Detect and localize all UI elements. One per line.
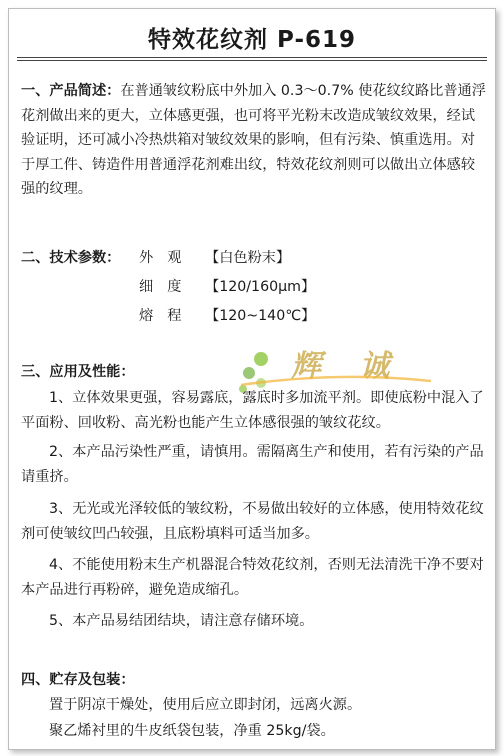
spec-value: 【120/160μm】	[205, 279, 316, 295]
title-divider-secondary	[17, 60, 487, 61]
section-heading: 二、技术参数：	[21, 250, 121, 266]
document-title: 特效花纹剂 P-619	[147, 27, 357, 53]
list-item: 1、立体效果更强，容易露底，露底时多加流平剂。即使底粉中混入了平面粉、回收粉、高光粉也能产生立体感很强的皱纹花纹。	[21, 390, 484, 431]
title-divider	[17, 57, 487, 58]
list-item: 3、无光或光泽较低的皱纹粉，不易做出较好的立体感，使用特效花纹剂可使皱纹凹凸较强，且底粉填料可适当加多。	[21, 501, 484, 542]
spec-label: 细度	[139, 279, 196, 295]
spec-label: 熔程	[139, 308, 196, 324]
list-item: 4、不能使用粉末生产机器混合特效花纹剂，否则无法清洗干净不要对本产品进行再粉碎，避免造成缩孔。	[21, 557, 484, 598]
packaging-line: 聚乙烯衬里的牛皮纸袋包装，净重 25kg/袋。	[49, 723, 335, 739]
section-product-overview	[21, 79, 487, 202]
spec-row-melting-range	[21, 304, 315, 328]
list-item: 5、本产品易结团结块，请注意存储环境。	[49, 613, 314, 629]
watermark-text: 辉 诚	[291, 349, 404, 384]
spec-row-fineness	[21, 275, 315, 299]
spec-label: 外观	[139, 250, 196, 266]
section-body: 在普通皱纹粉底中外加入 0.3～0.7% 使花纹纹路比普通浮花剂做出来的更大，立体感更强，也可将平光粉末改造成皱纹效果，经试验证明，还可减小冷热烘箱对皱纹效果的影响，但有污染、慎重选用。对于厚工件、铸造件用普通浮花剂难出纹，特效花纹剂则可以做出立体感较强的纹理。	[21, 83, 486, 197]
spec-row-appearance	[21, 246, 290, 270]
section-heading: 三、应用及性能：	[21, 364, 135, 380]
section-heading: 一、产品简述：	[21, 83, 121, 99]
list-item: 2、本产品污染性严重，请慎用。需隔离生产和使用，若有污染的产品请重挤。	[21, 444, 484, 485]
spec-value: 【白色粉末】	[205, 250, 291, 266]
section-heading: 四、贮存及包装：	[21, 672, 135, 688]
document-sheet	[8, 8, 496, 750]
storage-line: 置于阴凉干燥处，使用后应立即封闭，远离火源。	[49, 697, 362, 713]
spec-value: 【120~140℃】	[205, 308, 316, 324]
